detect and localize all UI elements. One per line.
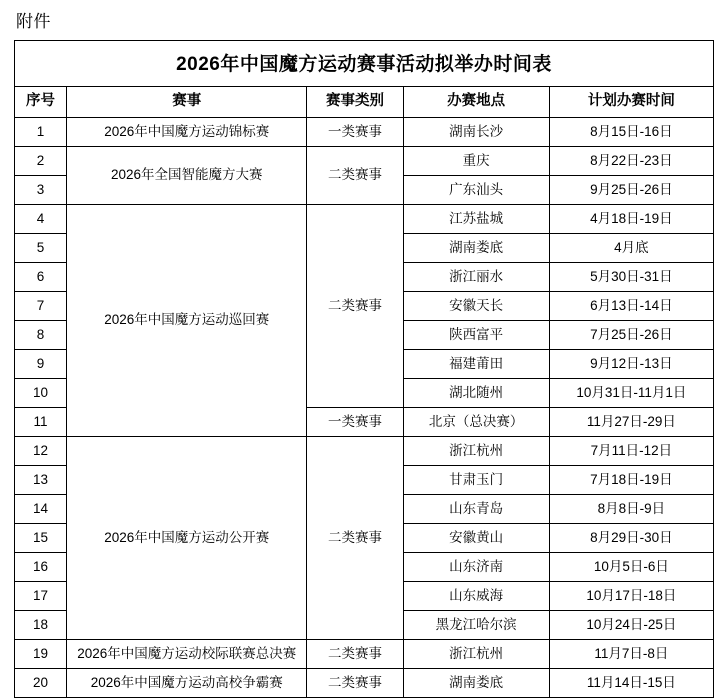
table-row — [15, 437, 714, 466]
cell-date: 4月18日-19日 — [549, 205, 713, 234]
cell-place: 江苏盐城 — [403, 205, 549, 234]
cell-no: 3 — [15, 176, 67, 205]
column-header-date: 计划办赛时间 — [549, 87, 713, 118]
cell-no: 6 — [15, 263, 67, 292]
cell-type: 一类赛事 — [307, 408, 403, 437]
cell-type: 二类赛事 — [307, 669, 403, 698]
cell-place: 黑龙江哈尔滨 — [403, 611, 549, 640]
cell-no: 2 — [15, 147, 67, 176]
cell-place: 浙江杭州 — [403, 640, 549, 669]
cell-place: 安徽黄山 — [403, 524, 549, 553]
cell-no: 18 — [15, 611, 67, 640]
cell-date: 11月14日-15日 — [549, 669, 713, 698]
column-header-no: 序号 — [15, 87, 67, 118]
cell-type: 二类赛事 — [307, 437, 403, 640]
cell-no: 15 — [15, 524, 67, 553]
cell-event: 2026年中国魔方运动公开赛 — [67, 437, 307, 640]
cell-place: 湖南长沙 — [403, 118, 549, 147]
column-header-place: 办赛地点 — [403, 87, 549, 118]
cell-place: 山东济南 — [403, 553, 549, 582]
cell-no: 4 — [15, 205, 67, 234]
cell-no: 14 — [15, 495, 67, 524]
cell-date: 10月31日-11月1日 — [549, 379, 713, 408]
cell-place: 北京（总决赛） — [403, 408, 549, 437]
cell-no: 11 — [15, 408, 67, 437]
cell-place: 山东威海 — [403, 582, 549, 611]
cell-date: 4月底 — [549, 234, 713, 263]
cell-event: 2026年中国魔方运动校际联赛总决赛 — [67, 640, 307, 669]
cell-date: 10月17日-18日 — [549, 582, 713, 611]
cell-event: 2026年中国魔方运动锦标赛 — [67, 118, 307, 147]
cell-no: 9 — [15, 350, 67, 379]
table-body — [15, 118, 714, 698]
cell-date: 9月12日-13日 — [549, 350, 713, 379]
column-header-event: 赛事 — [67, 87, 307, 118]
cell-place: 甘肃玉门 — [403, 466, 549, 495]
cell-type: 一类赛事 — [307, 118, 403, 147]
cell-date: 10月5日-6日 — [549, 553, 713, 582]
cell-place: 湖南娄底 — [403, 234, 549, 263]
table-header-row — [15, 87, 714, 118]
cell-date: 7月25日-26日 — [549, 321, 713, 350]
cell-place: 湖北随州 — [403, 379, 549, 408]
cell-date: 8月22日-23日 — [549, 147, 713, 176]
cell-place: 浙江丽水 — [403, 263, 549, 292]
cell-date: 8月29日-30日 — [549, 524, 713, 553]
cell-type: 二类赛事 — [307, 205, 403, 408]
cell-place: 安徽天长 — [403, 292, 549, 321]
table-row — [15, 669, 714, 698]
cell-date: 5月30日-31日 — [549, 263, 713, 292]
page-title: 2026年中国魔方运动赛事活动拟举办时间表 — [14, 40, 714, 86]
column-header-type: 赛事类别 — [307, 87, 403, 118]
cell-place: 重庆 — [403, 147, 549, 176]
table-row — [15, 118, 714, 147]
cell-no: 10 — [15, 379, 67, 408]
cell-place: 广东汕头 — [403, 176, 549, 205]
cell-date: 8月8日-9日 — [549, 495, 713, 524]
cell-place: 湖南娄底 — [403, 669, 549, 698]
cell-place: 陕西富平 — [403, 321, 549, 350]
cell-event: 2026年全国智能魔方大赛 — [67, 147, 307, 205]
cell-type: 二类赛事 — [307, 147, 403, 205]
cell-date: 11月27日-29日 — [549, 408, 713, 437]
cell-place: 福建莆田 — [403, 350, 549, 379]
cell-no: 12 — [15, 437, 67, 466]
cell-no: 5 — [15, 234, 67, 263]
cell-no: 17 — [15, 582, 67, 611]
cell-event: 2026年中国魔方运动高校争霸赛 — [67, 669, 307, 698]
cell-no: 19 — [15, 640, 67, 669]
cell-type: 二类赛事 — [307, 640, 403, 669]
schedule-table — [14, 86, 714, 698]
cell-date: 7月18日-19日 — [549, 466, 713, 495]
cell-event: 2026年中国魔方运动巡回赛 — [67, 205, 307, 437]
table-row — [15, 147, 714, 176]
cell-date: 11月7日-8日 — [549, 640, 713, 669]
cell-no: 1 — [15, 118, 67, 147]
cell-date: 7月11日-12日 — [549, 437, 713, 466]
cell-place: 浙江杭州 — [403, 437, 549, 466]
table-row — [15, 640, 714, 669]
cell-no: 7 — [15, 292, 67, 321]
cell-date: 6月13日-14日 — [549, 292, 713, 321]
table-row — [15, 205, 714, 234]
cell-place: 山东青岛 — [403, 495, 549, 524]
cell-date: 10月24日-25日 — [549, 611, 713, 640]
cell-no: 13 — [15, 466, 67, 495]
cell-no: 8 — [15, 321, 67, 350]
cell-date: 9月25日-26日 — [549, 176, 713, 205]
attachment-label: 附件 — [16, 12, 51, 31]
cell-date: 8月15日-16日 — [549, 118, 713, 147]
cell-no: 16 — [15, 553, 67, 582]
cell-no: 20 — [15, 669, 67, 698]
